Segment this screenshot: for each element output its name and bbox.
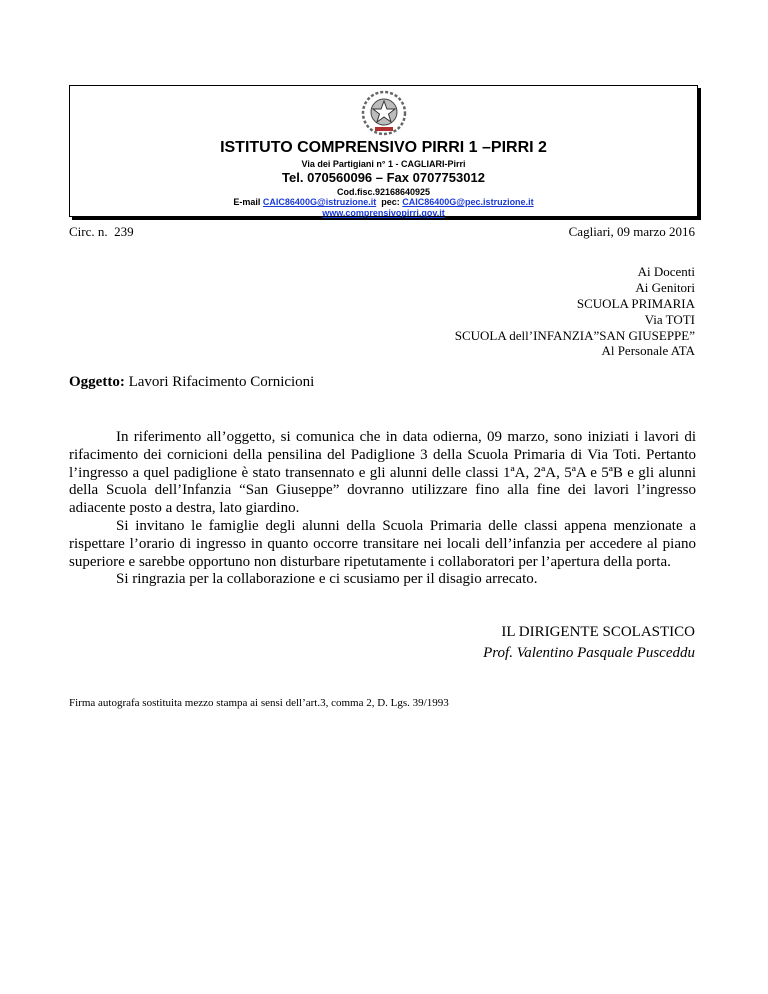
pec-link[interactable]: CAIC86400G@pec.istruzione.it xyxy=(402,197,534,207)
recipient: SCUOLA PRIMARIA xyxy=(576,296,695,311)
letterhead xyxy=(69,85,698,217)
place-date: Cagliari, 09 marzo 2016 xyxy=(568,224,695,239)
email-link[interactable]: CAIC86400G@istruzione.it xyxy=(262,197,377,207)
letter-body xyxy=(69,429,696,589)
institute-website-line xyxy=(70,208,697,218)
circular-number: Circ. n. 239 xyxy=(69,224,134,239)
body-paragraph: Si invitano le famiglie degli alunni della Scuola Primaria delle classi appena menzionate a rispettare l’orario di ingresso in quanto occorre transitare nei locali dell’infanzia per accedere al piano superiore e sarebbe opportuno non disturbare ripetutamente i collaboratori per l’apertura della porta. xyxy=(69,517,696,570)
subject-label: Oggetto: xyxy=(69,374,125,390)
body-paragraph: In riferimento all’oggetto, si comunica che in data odierna, 09 marzo, sono iniziati i lavori di rifacimento dei cornicioni della pensilina del Padiglione 3 della Scuola Primaria di Via Toti. Pertanto l’ingresso a quel padiglione è stato transennato e gli alunni delle classi 1ªA, 2ªA, 5ªA e 5ªB e gli alunni della Scuola dell’Infanzia “San Giuseppe” dovranno utilizzare fino alla fine dei lavori l’ingresso adiacente posto a destra, lato giardino. xyxy=(69,429,696,517)
recipient: Ai Genitori xyxy=(635,280,695,295)
institute-tax-code: Cod.fisc.92168640925 xyxy=(336,187,431,197)
recipient: Al Personale ATA xyxy=(601,343,695,358)
body-paragraph: Si ringrazia per la collaborazione e ci scusiamo per il disagio arrecato. xyxy=(116,571,538,588)
institute-name: ISTITUTO COMPRENSIVO PIRRI 1 –PIRRI 2 xyxy=(220,139,547,156)
italian-republic-emblem-icon xyxy=(361,90,407,136)
signatory-title: IL DIRIGENTE SCOLASTICO xyxy=(501,624,695,640)
signatory-name: Prof. Valentino Pasquale Pusceddu xyxy=(483,645,695,661)
recipient: Via TOTI xyxy=(644,312,695,327)
pec-label: pec: xyxy=(376,197,403,207)
recipient: SCUOLA dell’INFANZIA”SAN GIUSEPPE” xyxy=(454,328,695,343)
signature-footnote: Firma autografa sostituita mezzo stampa ai sensi dell’art.3, comma 2, D. Lgs. 39/1993 xyxy=(69,697,449,709)
institute-phone: Tel. 070560096 – Fax 0707753012 xyxy=(282,170,485,185)
subject-line xyxy=(69,374,314,391)
subject-text: Lavori Rifacimento Cornicioni xyxy=(124,374,315,390)
institute-address: Via dei Partigiani n° 1 - CAGLIARI-Pirri xyxy=(301,159,466,169)
institute-email-line xyxy=(70,197,697,207)
website-link[interactable]: www.comprensivopirri.gov.it xyxy=(322,208,445,218)
email-label: E-mail xyxy=(233,197,263,207)
recipient: Ai Docenti xyxy=(637,264,695,279)
